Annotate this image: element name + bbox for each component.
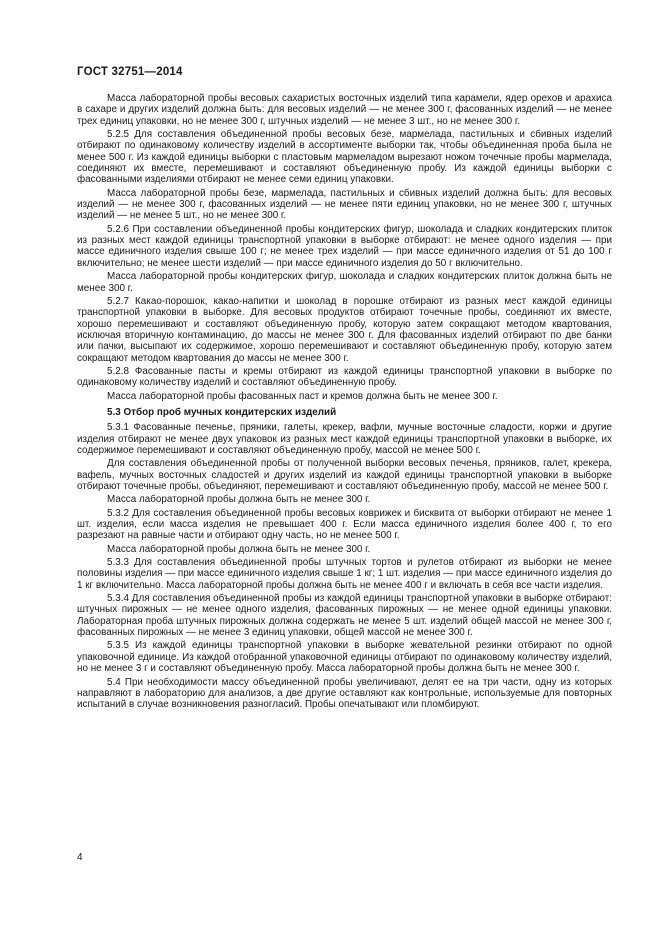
paragraph-weighed-cookies: Для составления объединенной пробы от полученной выборки весовых печенья, пряников, галет, крекера, вафель, мучных восточных сладостей и других изделий из каждой единицы транспортной упаковки в выборке отбирают точечные пробы, объединяют, перемешивают и составляют объединенную пробу, массой не менее 500 г. [77, 458, 612, 492]
page-number: 4 [77, 852, 83, 863]
paragraph-5-3-3: 5.3.3 Для составления объединенной пробы штучных тортов и рулетов отбирают из выборки не менее половины изделия — при массе единичного изделия свыше 1 кг; 1 шт. изделия — при массе единичного изделия до 1 кг включительно. Масса лабораторной пробы должна быть не менее 400 г и включать в себя все части изделия. [77, 557, 612, 591]
document-body [77, 93, 612, 713]
paragraph-5-2-8: 5.2.8 Фасованные пасты и кремы отбирают из каждой единицы транспортной упаковки в выборке по одинаковому количеству изделий и составляют объединенную пробу. [77, 365, 612, 389]
section-heading-5-3: 5.3 Отбор проб мучных кондитерских изделий [107, 406, 337, 418]
paragraph-5-3-2: 5.3.2 Для составления объединенной пробы весовых коврижек и бисквита от выборки отбирают не менее 1 шт. изделия, если масса изделия не превышает 400 г. Если масса единичного изделия более 400 г, то его разрезают на равные части и отбирают одну часть, но не менее 500 г. [77, 507, 612, 542]
paragraph-mass-chocolate: Масса лабораторной пробы кондитерских фигур, шоколада и сладких кондитерских плиток должна быть не менее 300 г. [77, 271, 612, 294]
paragraph-5-3-5: 5.3.5 Из каждой единицы транспортной упаковки в выборке жевательной резинки отбирают по одной упаковочной единице. Из каждой отобранной упаковочной единицы отбирают по одинаковому количеству изделий, но не менее 3 г и составляют объединенную пробу. Масса лабораторной пробы должна быть не менее 300 г. [77, 640, 612, 675]
standard-header: ГОСТ 32751—2014 [77, 66, 183, 78]
paragraph-mass-pastes: Масса лабораторной пробы фасованных паст и кремов должна быть не менее 300 г. [107, 390, 498, 402]
paragraph-5-2-7: 5.2.7 Какао-порошок, какао-напитки и шоколад в порошке отбирают из разных мест каждой единицы транспортной упаковки в выборке. Для весовых продуктов отбирают точечные пробы, соединяют их вместе, хорошо перемешивают и составляют объединенную пробу, которую затем сокращают методом квартования, исключая вторичную контаминацию, до массы не менее 300 г. Для фасованных изделий отбирают по две банки или пачки, высыпают их содержимое, хорошо перемешивают и составляют объединенную пробу, которую затем сокращают методом квартования до массы не менее 300 г. [77, 295, 612, 364]
paragraph-5-3-4: 5.3.4 Для составления объединенной пробы из каждой единицы транспортной упаковки в выборке отбирают: штучных пирожных — не менее одного изделия, фасованных пирожных — не менее одной единицы упаковки. Лабораторная проба штучных пирожных должна содержать не менее 5 шт. изделий общей массой не менее 300 г, фасованных пирожных — не менее 3 единиц упаковки, общей массой не менее 300 г. [77, 593, 612, 639]
paragraph-mass-meringue: Масса лабораторной пробы безе, мармелада, пастильных и сбивных изделий должна быть: для весовых изделий — не менее 300 г, фасованных изделий — не менее пяти единиц упаковки, но не менее 300 г, штучных изделий — не менее 5 шт., но не менее 300 г. [77, 187, 612, 222]
paragraph-5-4: 5.4 При необходимости массу объединенной пробы увеличивают, делят ее на три части, одну из которых направляют в лабораторию для анализов, а две другие оставляют как контрольные, используемые для повторных испытаний в случае возникновения разногласий. Пробы опечатывают или пломбируют. [77, 676, 612, 711]
paragraph-mass-lab-sample: Масса лабораторной пробы должна быть не менее 300 г. [107, 494, 371, 506]
paragraph-mass-oriental-sweets: Масса лабораторной пробы весовых сахаристых восточных изделий типа карамели, ядер орехов и арахиса в сахаре и других изделий должна быть: для весовых изделий — не менее 300 г, фасованных изделий — не менее трех единиц упаковки, но не менее 300 г, штучных изделий — не менее 3 шт., но не менее 300 г. [77, 93, 612, 127]
paragraph-mass-lab-sample-2: Масса лабораторной пробы должна быть не менее 300 г. [107, 543, 371, 555]
paragraph-5-3-1: 5.3.1 Фасованные печенье, пряники, галеты, крекер, вафли, мучные восточные сладости, коржи и другие изделия отбирают не менее двух упаковок из разных мест каждой единицы транспортной упаковки в выборке, их содержимое перемешивают и составляют объединенную пробу, массой не менее 500 г. [77, 422, 612, 456]
paragraph-5-2-5: 5.2.5 Для составления объединенной пробы весовых безе, мармелада, пастильных и сбивных изделий отбирают по одинаковому количеству изделий в ассортименте выборки так, чтобы объединенная проба была не менее 500 г. Из каждой единицы выборки с пластовым мармеладом вырезают ножом точечные пробы мармелада, соединяют их вместе, перемешивают и составляют объединенную пробу. Из каждой единицы выборки с фасованными изделиями отбирают не менее семи единиц упаковки. [77, 129, 612, 186]
paragraph-5-2-6: 5.2.6 При составлении объединенной пробы кондитерских фигур, шоколада и сладких кондитерских плиток из разных мест каждой единицы транспортной упаковки в выборке отбирают: не менее одного изделия — при массе единичного изделия свыше 100 г; не менее трех изделий — при массе единичного изделия от 51 до 100 г включительно; не менее шести изделий — при массе единичного изделия до 50 г включительно. [77, 223, 612, 269]
